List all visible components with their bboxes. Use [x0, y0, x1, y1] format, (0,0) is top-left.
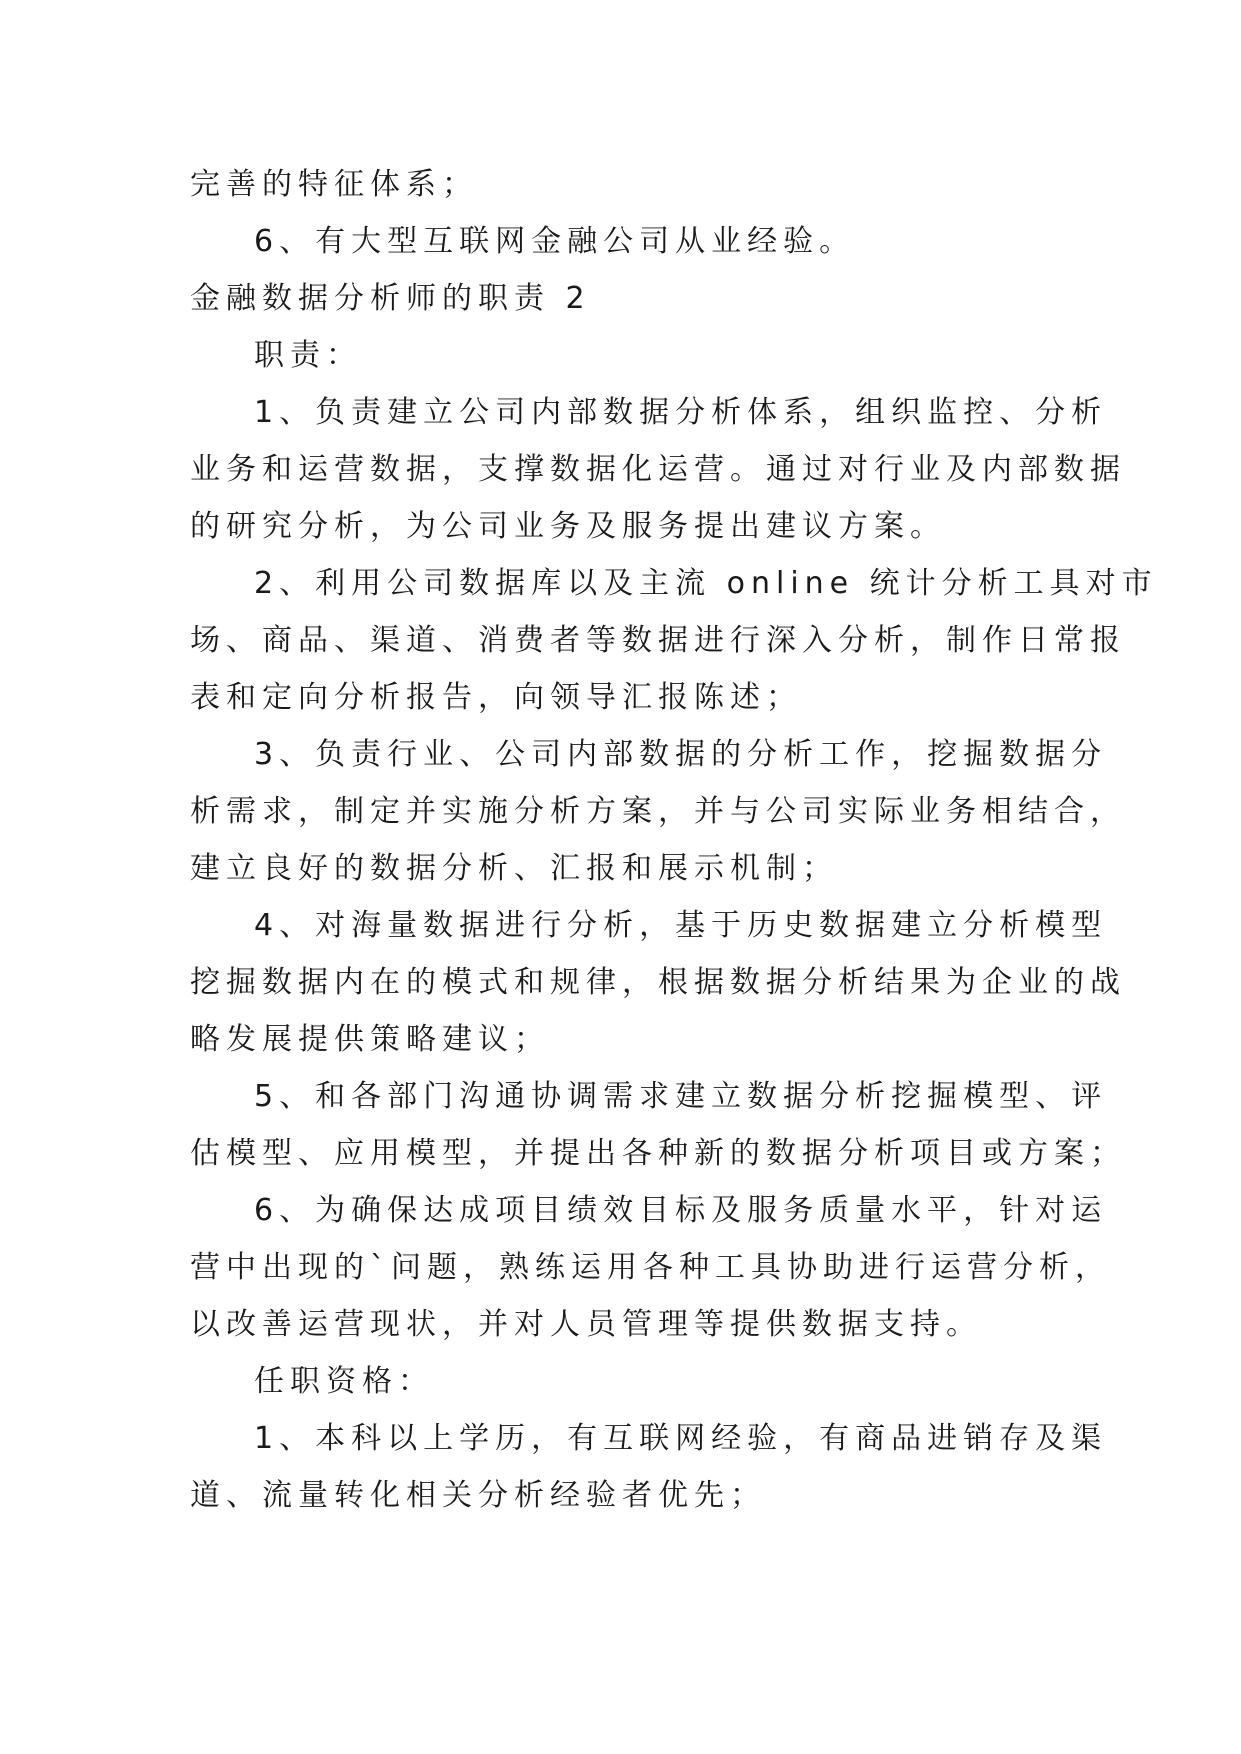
paragraph-line: 2、利用公司数据库以及主流 online 统计分析工具对市 [254, 566, 1158, 601]
paragraph-line: 建立良好的数据分析、汇报和展示机制； [190, 851, 838, 886]
paragraph-line: 的研究分析，为公司业务及服务提出建议方案。 [190, 509, 946, 544]
paragraph-line: 道、流量转化相关分析经验者优先； [190, 1478, 766, 1513]
paragraph-line: 完善的特征体系； [190, 167, 478, 202]
paragraph-line: 场、商品、渠道、消费者等数据进行深入分析，制作日常报 [190, 623, 1126, 658]
paragraph-line: 析需求，制定并实施分析方案，并与公司实际业务相结合， [190, 794, 1126, 829]
paragraph-line: 3、负责行业、公司内部数据的分析工作，挖掘数据分 [254, 737, 1108, 772]
paragraph-line: 业务和运营数据，支撑数据化运营。通过对行业及内部数据 [190, 452, 1126, 487]
subheading: 任职资格： [254, 1364, 434, 1399]
paragraph-line: 1、负责建立公司内部数据分析体系，组织监控、分析 [254, 395, 1108, 430]
paragraph-line: 表和定向分析报告，向领导汇报陈述； [190, 680, 802, 715]
paragraph-line: 6、为确保达成项目绩效目标及服务质量水平，针对运 [254, 1193, 1108, 1228]
paragraph-line: 6、有大型互联网金融公司从业经验。 [254, 224, 856, 259]
paragraph-line: 略发展提供策略建议； [190, 1022, 550, 1057]
paragraph-line: 4、对海量数据进行分析，基于历史数据建立分析模型 [254, 908, 1108, 943]
paragraph-line: 5、和各部门沟通协调需求建立数据分析挖掘模型、评 [254, 1079, 1108, 1114]
subheading: 职责： [254, 338, 362, 373]
paragraph-line: 营中出现的`问题，熟练运用各种工具协助进行运营分析， [190, 1250, 1111, 1285]
paragraph-line: 1、本科以上学历，有互联网经验，有商品进销存及渠 [254, 1421, 1108, 1456]
paragraph-line: 以改善运营现状，并对人员管理等提供数据支持。 [190, 1307, 982, 1342]
paragraph-line: 估模型、应用模型，并提出各种新的数据分析项目或方案； [190, 1136, 1126, 1171]
paragraph-line: 挖掘数据内在的模式和规律，根据数据分析结果为企业的战 [190, 965, 1126, 1000]
section-heading: 金融数据分析师的职责 2 [190, 281, 591, 316]
